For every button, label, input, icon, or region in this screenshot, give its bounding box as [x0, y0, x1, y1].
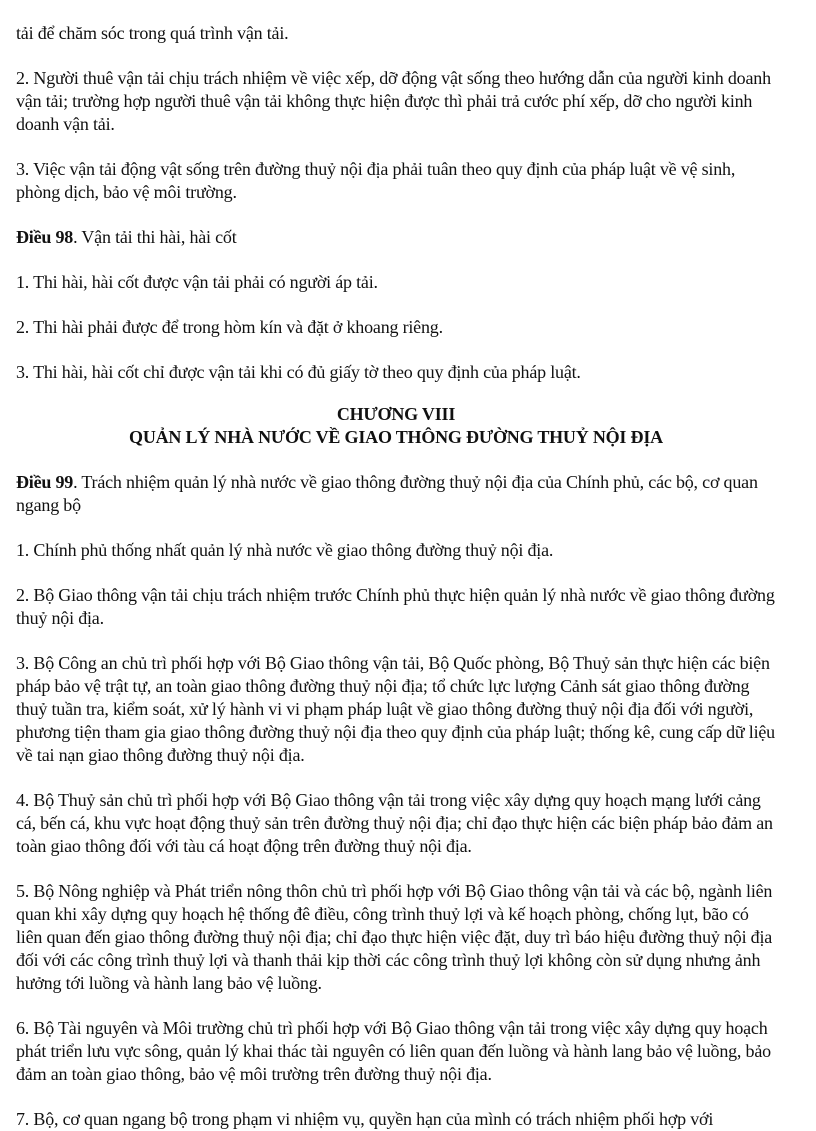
article-98-label: Điều 98 [16, 227, 74, 247]
paragraph-98-3: 3. Thi hài, hài cốt chỉ được vận tải khi có đủ giấy tờ theo quy định của pháp luật. [16, 362, 581, 382]
paragraph-97-3: 3. Việc vận tải động vật sống trên đường thuỷ nội địa phải tuân theo quy định của pháp luật về vệ sinh, phòng dịch, bảo vệ môi trường. [16, 159, 736, 202]
article-99-title: . Trách nhiệm quản lý nhà nước về giao thông đường thuỷ nội địa của Chính phủ, các bộ, cơ quan ngang bộ [16, 472, 758, 515]
paragraph-97-2: 2. Người thuê vận tải chịu trách nhiệm về việc xếp, dỡ động vật sống theo hướng dẫn của người kinh doanh vận tải; trường hợp người thuê vận tải không thực hiện được thì phải trả cước phí xếp, dỡ cho người kinh doanh vận tải. [16, 68, 771, 134]
paragraph-99-5: 5. Bộ Nông nghiệp và Phát triển nông thôn chủ trì phối hợp với Bộ Giao thông vận tải và các bộ, ngành liên quan khi xây dựng quy hoạch hệ thống đê điều, công trình thuỷ lợi và kế hoạch phòng, chống lụt, bão có liên quan đến giao thông đường thuỷ nội địa; chỉ đạo thực hiện việc đặt, duy trì báo hiệu đường thuỷ nội địa đối với các công trình thuỷ lợi và thanh thải kịp thời các công trình thuỷ lợi không còn sử dụng nhưng ảnh hưởng tới luồng và hành lang bảo vệ luồng. [16, 881, 773, 993]
paragraph-intro: tải để chăm sóc trong quá trình vận tải. [16, 23, 289, 43]
chapter-heading [16, 403, 776, 449]
paragraph-99-6: 6. Bộ Tài nguyên và Môi trường chủ trì phối hợp với Bộ Giao thông vận tải trong việc xây dựng quy hoạch phát triển lưu vực sông, quản lý khai thác tài nguyên có liên quan đến luồng và hành lang bảo vệ luồng, bảo đảm an toàn giao thông, bảo vệ môi trường trên đường thuỷ nội địa. [16, 1018, 771, 1084]
document-page [16, 22, 776, 1131]
article-98-heading [16, 226, 776, 249]
paragraph-98-2: 2. Thi hài phải được để trong hòm kín và đặt ở khoang riêng. [16, 317, 443, 337]
paragraph-99-1: 1. Chính phủ thống nhất quản lý nhà nước về giao thông đường thuỷ nội địa. [16, 540, 554, 560]
chapter-title: QUẢN LÝ NHÀ NƯỚC VỀ GIAO THÔNG ĐƯỜNG THUỶ NỘI ĐỊA [129, 427, 663, 447]
paragraph-99-4: 4. Bộ Thuỷ sản chủ trì phối hợp với Bộ Giao thông vận tải trong việc xây dựng quy hoạch mạng lưới cảng cá, bến cá, khu vực hoạt động thuỷ sản trên đường thuỷ nội địa; chỉ đạo thực hiện các biện pháp bảo đảm an toàn giao thông đối với tàu cá hoạt động trên đường thuỷ nội địa. [16, 790, 773, 856]
article-99-label: Điều 99 [16, 472, 74, 492]
paragraph-98-1: 1. Thi hài, hài cốt được vận tải phải có người áp tải. [16, 272, 378, 292]
article-98-title: . Vận tải thi hài, hài cốt [73, 227, 237, 247]
paragraph-99-7: 7. Bộ, cơ quan ngang bộ trong phạm vi nhiệm vụ, quyền hạn của mình có trách nhiệm phối hợp với [16, 1109, 714, 1129]
paragraph-99-2: 2. Bộ Giao thông vận tải chịu trách nhiệm trước Chính phủ thực hiện quản lý nhà nước về giao thông đường thuỷ nội địa. [16, 585, 775, 628]
article-99-heading [16, 471, 776, 517]
chapter-label: CHƯƠNG VIII [336, 404, 456, 424]
paragraph-99-3: 3. Bộ Công an chủ trì phối hợp với Bộ Giao thông vận tải, Bộ Quốc phòng, Bộ Thuỷ sản thực hiện các biện pháp bảo vệ trật tự, an toàn giao thông đường thuỷ nội địa; tổ chức lực lượng Cảnh sát giao thông đường thuỷ tuần tra, kiểm soát, xử lý hành vi vi phạm pháp luật về giao thông đường thuỷ nội địa đối với người, phương tiện tham gia giao thông đường thuỷ nội địa theo quy định của pháp luật; thống kê, cung cấp dữ liệu về tai nạn giao thông đường thuỷ nội địa. [16, 653, 775, 765]
